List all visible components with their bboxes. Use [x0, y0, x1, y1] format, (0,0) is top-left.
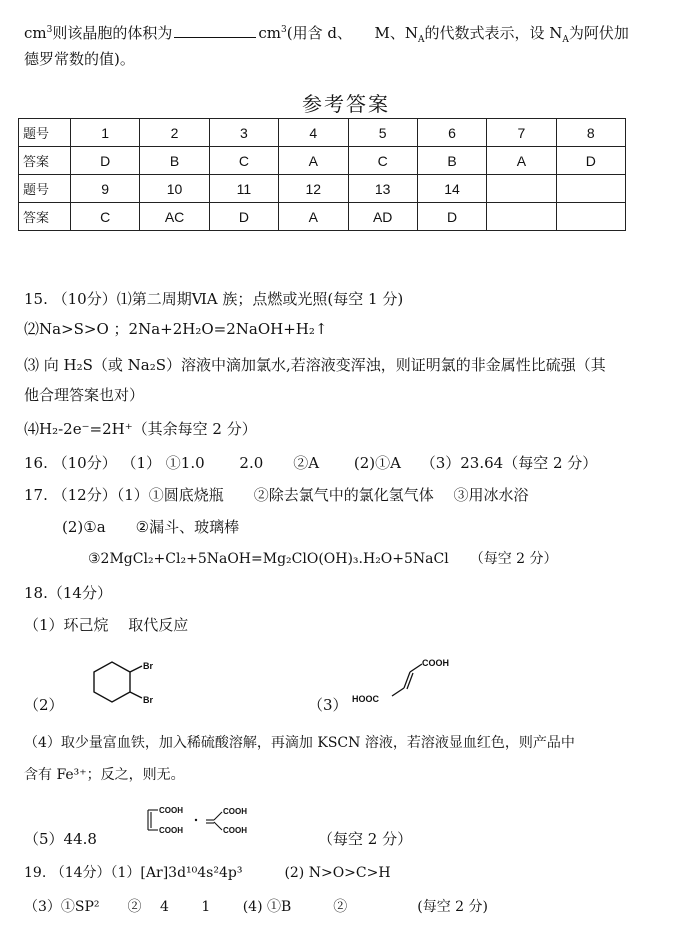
q19-line-1: 19. （14分）（1）[Ar]3d¹⁰4s²4p³ (2) N>O>C>H: [24, 865, 391, 881]
table-cell: A: [279, 147, 348, 175]
table-cell: 1: [71, 119, 140, 147]
table-cell: AC: [140, 203, 209, 231]
q19-line-2: （3）①SP² ② 4 1 (4) ①B ② (每空 2 分): [24, 899, 488, 915]
table-cell: [556, 175, 625, 203]
cooh-label: COOH: [422, 658, 449, 668]
table-cell: 13: [348, 175, 417, 203]
table-cell: [487, 203, 556, 231]
table-cell: A: [487, 147, 556, 175]
table-row: [19, 119, 626, 147]
table-cell: 12: [279, 175, 348, 203]
table-cell: 11: [209, 175, 278, 203]
table-cell: AD: [348, 203, 417, 231]
table-cell: D: [556, 147, 625, 175]
top-line-1: [24, 22, 629, 44]
table-cell: [487, 175, 556, 203]
table-cell: 9: [71, 175, 140, 203]
sub: A: [417, 35, 425, 45]
q17-line-3: ③2MgCl₂+Cl₂+5NaOH=Mg₂ClO(OH)₃.H₂O+5NaCl （每空 2 分）: [88, 551, 558, 567]
table-cell: 6: [417, 119, 486, 147]
dibromocyclohexane-structure: [82, 654, 162, 716]
row-label: 题号: [19, 175, 71, 203]
q18-2-label: （2）: [24, 696, 64, 714]
table-cell: C: [348, 147, 417, 175]
hooc-label: HOOC: [352, 694, 379, 704]
table-cell: D: [417, 203, 486, 231]
page-title: 参考答案: [302, 92, 390, 116]
q18-5-label: （5）44.8: [24, 830, 97, 848]
q18-line-5: 含有 Fe³⁺；反之，则无。: [24, 767, 185, 783]
q15-line-4: 他合理答案也对）: [24, 386, 145, 404]
q18-line-1: 18.（14分）: [24, 584, 112, 602]
table-cell: A: [279, 203, 348, 231]
table-cell: 8: [556, 119, 625, 147]
table-cell: B: [417, 147, 486, 175]
q17-line-1: 17. （12分）（1）①圆底烧瓶 ②除去氯气中的氯化氢气体 ③用冰水浴: [24, 486, 529, 504]
answer-blank: [174, 23, 256, 38]
table-row: [19, 203, 626, 231]
q15-line-1: 15. （10分）⑴第二周期ⅥA 族；点燃或光照(每空 1 分): [24, 290, 404, 308]
q18-points-note: （每空 2 分）: [318, 830, 413, 848]
q18-line-4: （4）取少量富血铁，加入稀硫酸溶解，再滴加 KSCN 溶液，若溶液显血红色，则产品中: [24, 735, 575, 751]
row-label: 答案: [19, 147, 71, 175]
table-cell: C: [209, 147, 278, 175]
table-row: [19, 147, 626, 175]
row-label: 题号: [19, 119, 71, 147]
q16-line-1: 16. （10分） （1） ①1.0 2.0 ②A (2)①A （3）23.64（每空 2 分）: [24, 454, 598, 472]
cooh-label: COOH: [223, 807, 247, 816]
fumaric-acid-structure: [348, 652, 468, 716]
table-cell: 4: [279, 119, 348, 147]
sup: 3: [281, 25, 287, 35]
table-cell: 5: [348, 119, 417, 147]
table-cell: [556, 203, 625, 231]
text: cm: [24, 24, 47, 42]
text: 则该晶胞的体积为: [52, 24, 173, 42]
sup: 3: [46, 25, 53, 35]
q15-line-5: ⑷H₂-2e⁻=2H⁺（其余每空 2 分）: [24, 420, 257, 438]
text: cm: [258, 24, 281, 42]
text: 的代数式表示，设 N: [424, 24, 563, 42]
table-cell: 3: [209, 119, 278, 147]
q18-3-label: （3）: [308, 696, 348, 714]
table-cell: D: [71, 147, 140, 175]
table-cell: D: [209, 203, 278, 231]
table-cell: 7: [487, 119, 556, 147]
text: 为阿伏加: [568, 24, 629, 42]
br-label: Br: [143, 695, 154, 705]
table-cell: 2: [140, 119, 209, 147]
table-cell: B: [140, 147, 209, 175]
q15-line-2: ⑵Na>S>O ；2Na+2H₂O=2NaOH+H₂↑: [24, 320, 328, 338]
cooh-label: COOH: [159, 826, 183, 835]
table-cell: C: [71, 203, 140, 231]
maleic-fumaric-structures: [130, 800, 270, 848]
table-cell: 10: [140, 175, 209, 203]
br-label: Br: [143, 661, 154, 671]
q15-line-3: ⑶ 向 H₂S（或 Na₂S）溶液中滴加氯水,若溶液变浑浊，则证明氯的非金属性比硫强（其: [24, 356, 606, 374]
text: (用含 d、 M、N: [286, 24, 418, 42]
row-label: 答案: [19, 203, 71, 231]
cooh-label: COOH: [223, 826, 247, 835]
answer-table: [18, 118, 626, 231]
top-line-2: 德罗常数的值)。: [24, 50, 135, 68]
q18-line-2: （1）环己烷 取代反应: [24, 616, 189, 634]
table-cell: 14: [417, 175, 486, 203]
cooh-label: COOH: [159, 806, 183, 815]
table-row: [19, 175, 626, 203]
q17-line-2: (2)①a ②漏斗、玻璃棒: [62, 518, 240, 536]
sub: A: [562, 35, 569, 45]
